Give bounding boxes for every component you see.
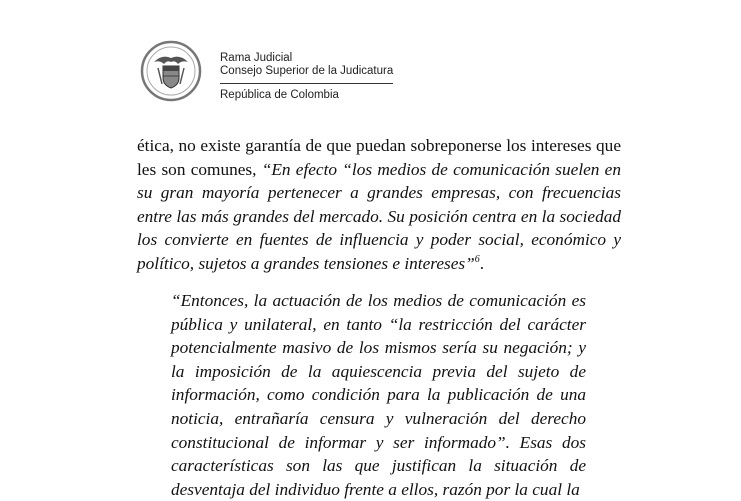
colombia-coat-of-arms-seal-icon (140, 40, 202, 102)
org-line-consejo: Consejo Superior de la Judicatura (220, 65, 393, 84)
letterhead (140, 38, 400, 100)
org-line-republica: República de Colombia (220, 89, 339, 101)
paragraph-1-end: . (479, 253, 485, 273)
block-quote (171, 289, 586, 501)
paragraph-1-quote: “En efecto “los medios de comunicación suelen en su gran mayoría pertenecer a grandes empresas, con frecuencias entre las más grandes del mercado. Su posición centra en la sociedad los convierte en fuentes de influencia y poder social, económico y político, sujetos a grandes tensiones e intereses” (137, 159, 621, 273)
paragraph-1-plain: ética, no existe garantía de que puedan sobreponerse los intereses que les son comunes, (137, 136, 621, 179)
footnote-reference[interactable]: 6 (474, 254, 480, 266)
organization-name (220, 52, 393, 102)
paragraph-1 (137, 134, 621, 276)
block-quote-text: “Entonces, la actuación de los medios de comunicación es pública y unilateral, en tanto “la restricción del carácter potencialmente masivo de los mismos sería su negación; y la imposición de la aquiescencia previa del sujeto de información, como condición para la publicación de una noticia, entrañaría censura y vulneración del derecho constitucional de informar y ser informado”. Esas dos características son las que justifican la situación de desventaja del individuo frente a ellos, razón por la cual la (171, 291, 586, 499)
body-paragraph (137, 134, 621, 276)
org-line-rama-judicial: Rama Judicial (220, 52, 293, 64)
